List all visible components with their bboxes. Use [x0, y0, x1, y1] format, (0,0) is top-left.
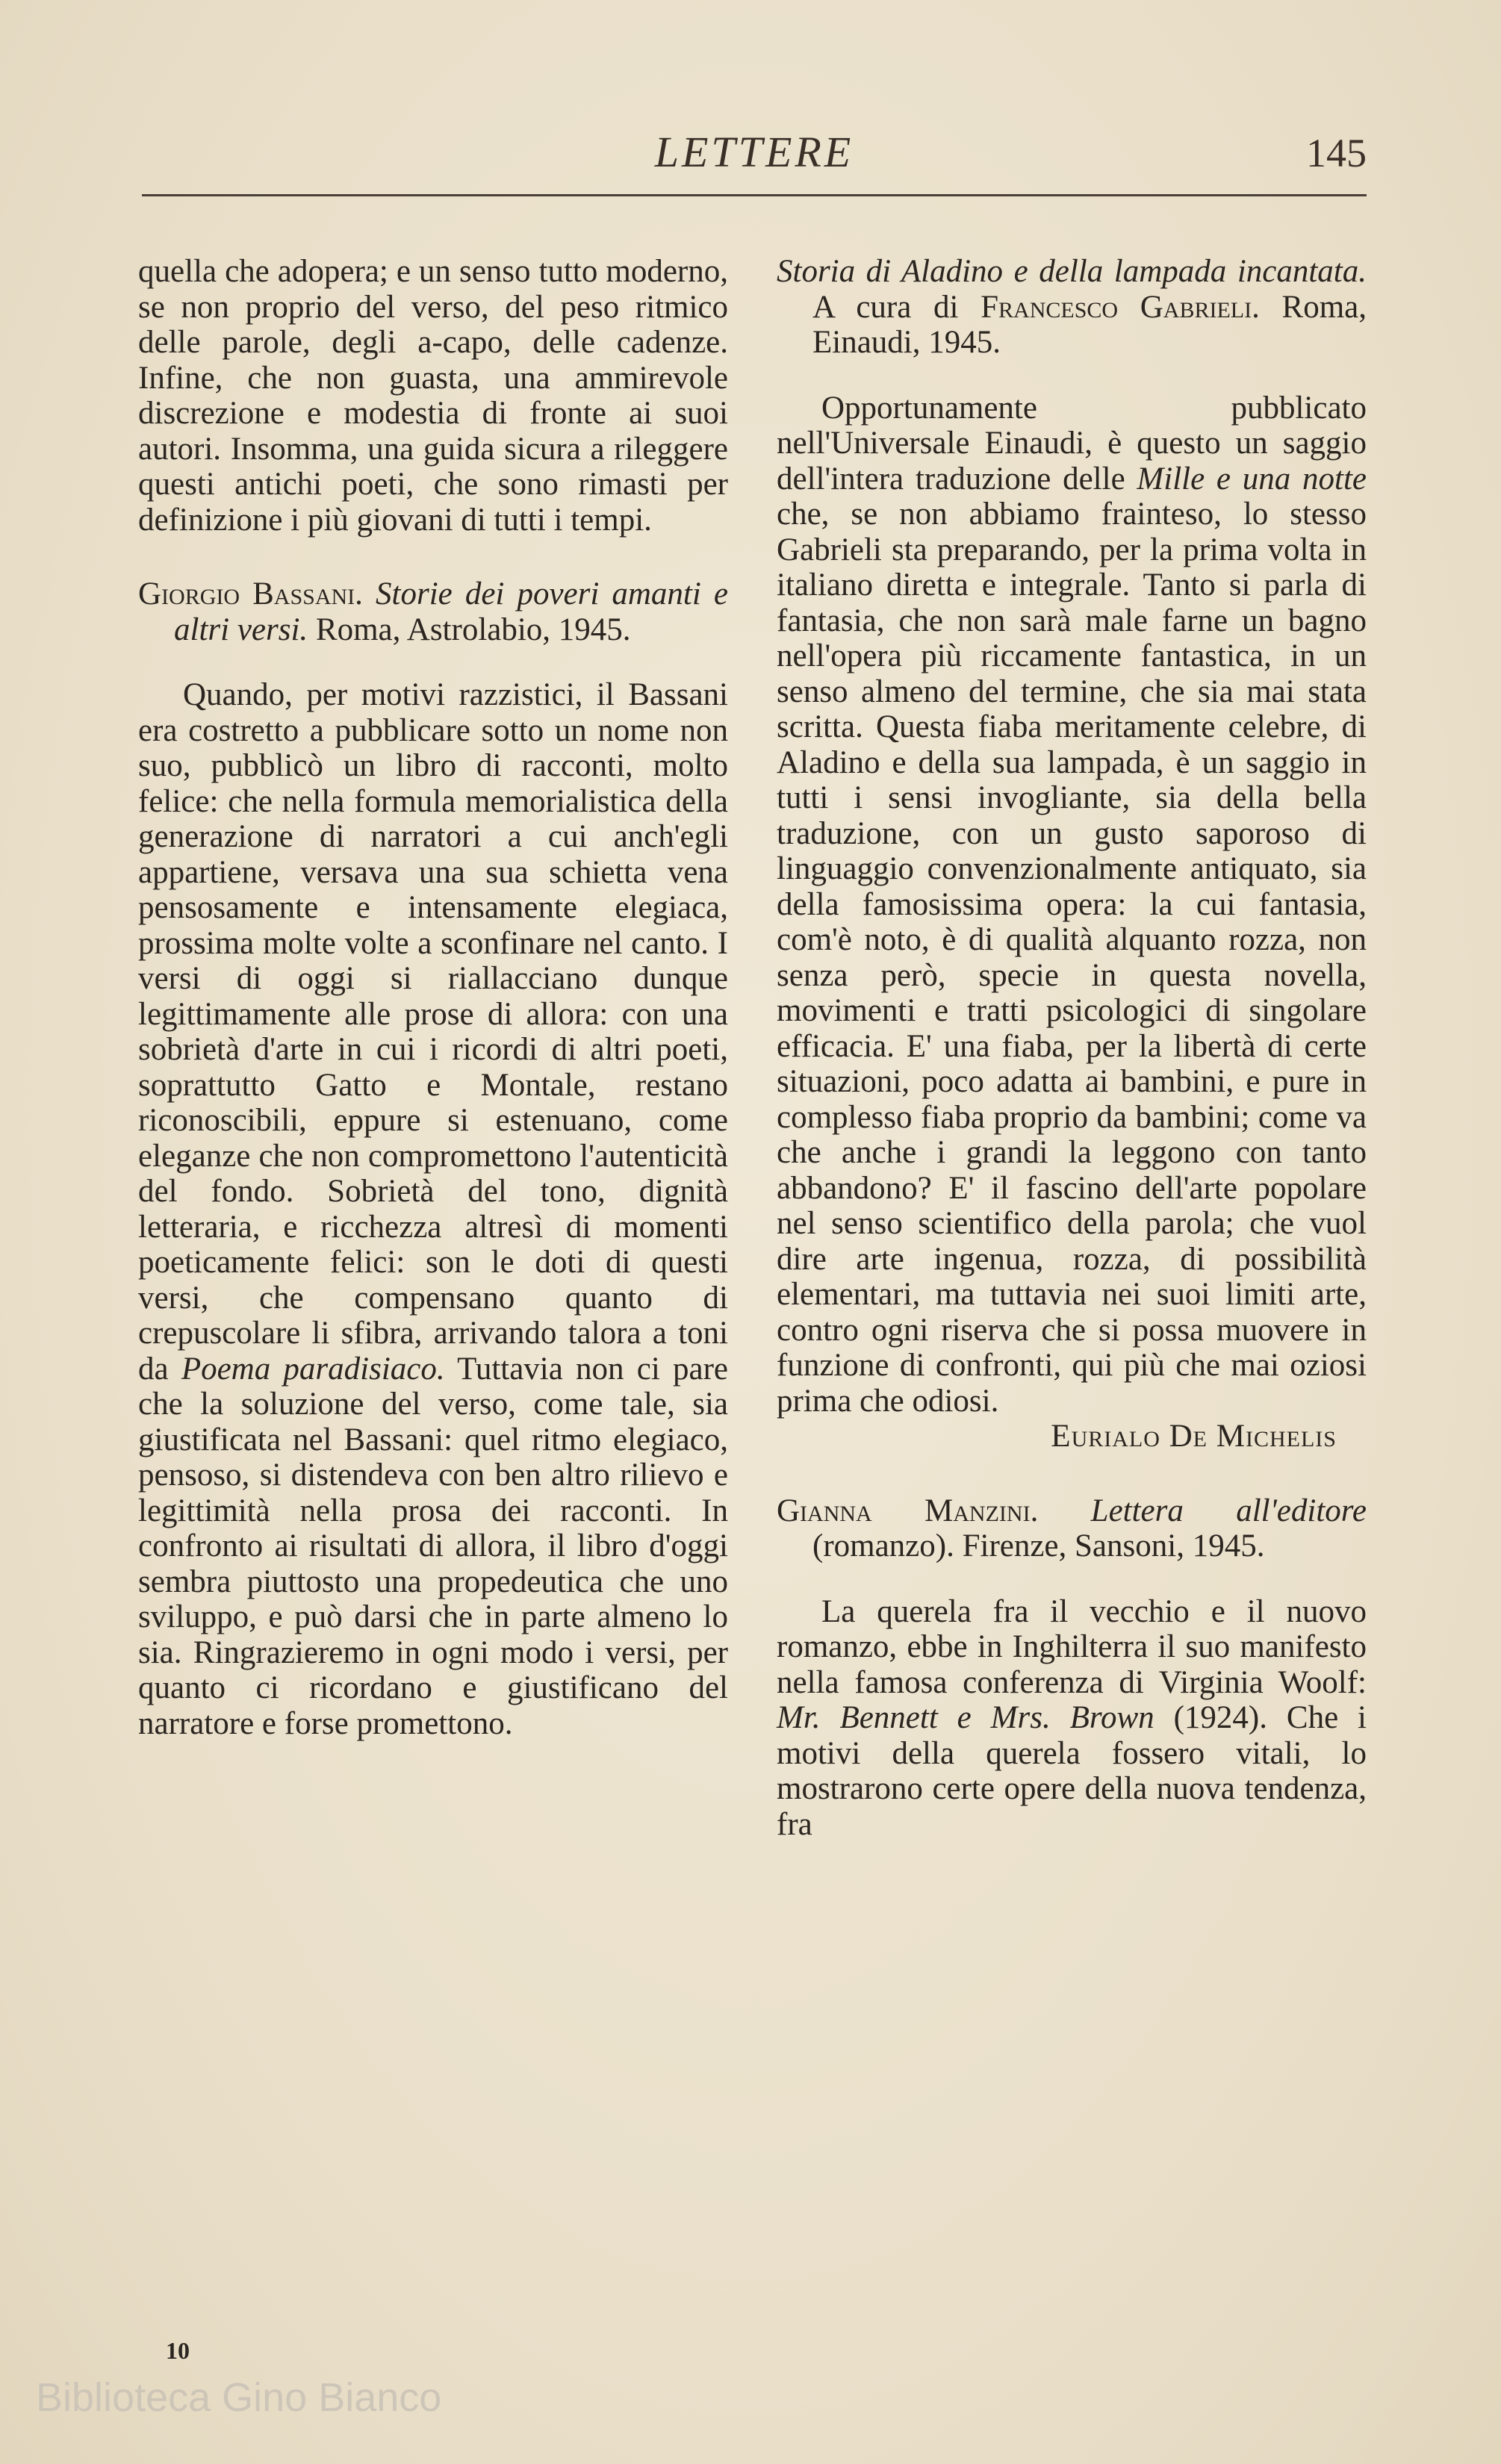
review-entry-aladino [777, 254, 1367, 361]
page-number: 145 [1306, 131, 1367, 175]
review-body-bassani [138, 677, 728, 1741]
entry-imprint: Roma, Einaudi, 1945. [812, 289, 1367, 360]
left-column [138, 254, 728, 1741]
entry-title: Lettera all'editore [1090, 1493, 1367, 1528]
entry-author: Giorgio Bassani. [138, 576, 363, 612]
entry-title: Storie dei poveri amanti e altri versi. [174, 576, 728, 647]
review-text-part: (1924). Che i motivi della querela fossero vitali, lo mostrarono certe opere della nuova tendenza, fra [777, 1700, 1367, 1842]
review-italic-title: Poema paradisiaco. [181, 1351, 445, 1387]
entry-imprint: Firenze, Sansoni, 1945. [962, 1528, 1265, 1564]
signature-folio: 10 [166, 2337, 190, 2364]
entry-imprint: Roma, Astrolabio, 1945. [315, 612, 631, 647]
review-entry-bassani [138, 576, 728, 647]
entry-author: Gianna Manzini. [777, 1493, 1039, 1528]
right-column [777, 254, 1367, 1842]
entry-editor-prefix: A cura di [812, 289, 959, 325]
review-text-part: che, se non abbiamo frainteso, lo stesso Gabrieli sta preparando, per la prima volta in italiano diretta e integrale. Tanto si parla di fantasia, che non sarà male farne un bagno nell'opera più riccamente fantastica, in un senso almeno del termine, che sia mai stata scritta. Questa fiaba meritamente celebre, di Aladino e della sua lampada, è un saggio in tutti i sensi invogliante, sia della bella traduzione, con un gusto saporoso di linguaggio convenzionalmente antiquato, sia della famosissima opera: la cui fantasia, com'è noto, è di qualità alquanto rozza, non senza però, specie in questa novella, movimenti e tratti psicologici di singolare efficacia. E' una fiaba, per la libertà di certe situazioni, poco adatta ai bambini, e pure in complesso fiaba proprio da bambini; come va che anche i grandi la leggono con tanto abbandono? E' il fascino dell'arte popolare nel senso scientifico della parola; che vuol dire arte ingenua, rozza, di possibilità elementari, ma tuttavia nei suoi limiti arte, contro ogni riserva che si possa muovere in funzione di confronti, qui più che mai oziosi prima che odiosi. [777, 497, 1367, 1419]
review-signature: Eurialo De Michelis [1051, 1419, 1337, 1454]
review-italic-title: Mille e una notte [1137, 461, 1367, 497]
review-body-manzini [777, 1594, 1367, 1843]
left-paragraph-continuation: quella che adopera; e un senso tutto moderno, se non proprio del verso, del peso ritmico delle parole, degli a-capo, delle cadenze. Infine, che non guasta, una ammirevole discrezione e modestia di fronte ai suoi autori. Insomma, una guida sicura a rileggere questi antichi poeti, che sono rimasti per definizione i più giovani di tutti i tempi. [138, 254, 728, 538]
library-watermark: Biblioteca Gino Bianco [36, 2375, 442, 2420]
entry-editor: Francesco Gabrieli. [981, 289, 1260, 325]
entry-genre: (romanzo). [812, 1528, 954, 1564]
review-text-part: Tuttavia non ci pare che la soluzione del verso, come tale, sia giustificata nel Bassani: quel ritmo elegiaco, pensoso, si distendeva con ben altro rilievo e legittimità nella prosa dei racconti. In confronto ai risultati di allora, il libro d'oggi sembra piuttosto una propedeutica che uno sviluppo, e può darsi che in parte almeno lo sia. Ringrazieremo in ogni modo i versi, per quanto ci ricordano e giustificano del narratore e forse promettono. [138, 1351, 728, 1741]
review-body-aladino [777, 391, 1367, 1419]
review-text-part: Opportunamente pubblicato nell'Universale Einaudi, è questo un saggio dell'intera traduzione delle [777, 390, 1367, 497]
entry-title: Storia di Aladino e della lampada incantata. [777, 254, 1367, 289]
review-text-part: Quando, per motivi razzistici, il Bassani era costretto a pubblicare sotto un nome non suo, pubblicò un libro di racconti, molto felice: che nella formula memorialistica della generazione di narratori a cui anch'egli appartiene, versava una sua schietta vena pensosamente e intensamente elegiaca, prossima molte volte a sconfinare nel canto. I versi di oggi si riallacciano dunque legittimamente alle prose di allora: con una sobrietà d'arte in cui i ricordi di altri poeti, soprattutto Gatto e Montale, restano riconoscibili, eppure si estenuano, come eleganze che non compromettono l'autenticità del fondo. Sobrietà del tono, dignità letteraria, e ricchezza altresì di momenti poeticamente felici: son le doti di questi versi, che compensano quanto di crepuscolare li sfibra, arrivando talora a toni da [138, 677, 728, 1387]
review-italic-title: Mr. Bennett e Mrs. Brown [777, 1700, 1155, 1735]
running-title: LETTERE [654, 128, 854, 176]
page-header [142, 119, 1367, 194]
review-entry-manzini [777, 1493, 1367, 1564]
header-rule [142, 194, 1367, 196]
review-text-part: La querela fra il vecchio e il nuovo romanzo, ebbe in Inghilterra il suo manifesto nella famosa conferenza di Virginia Woolf: [777, 1593, 1367, 1700]
